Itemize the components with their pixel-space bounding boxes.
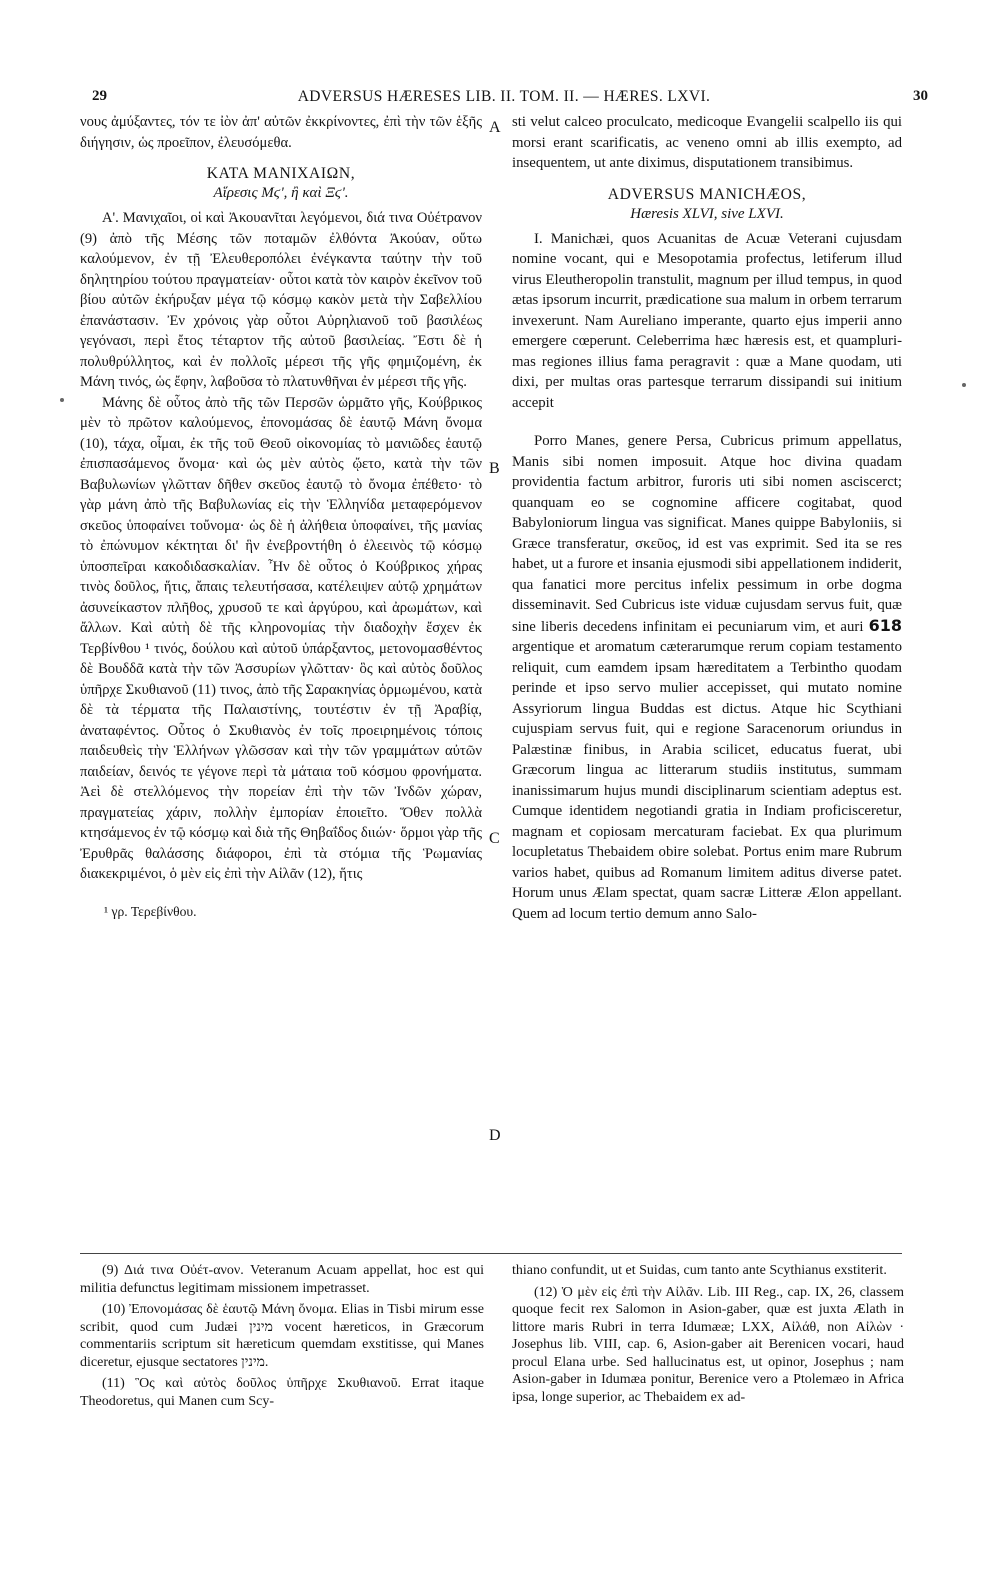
latin-paragraph-2-a: Porro Manes, genere Persa, Cubricus primum appellatus, Manis sibi nomen imposuit. Atque hoc divina quadam providentia factum arbitror, furoris uti sibi nomen asciscerct; quanquam eo se cognomine afficere cogitabat, quod Babyloniorum lingua vas significat. Manes quippe Babyloniis, si Græce transferatur, σκεῦος, id est vas exprimit. Sed ita se res habet, ut a furore et insania ejusmodi sibi appellationem indiderit, qua fanatici more percitus infelix pessimum in orbe dogma disseminavit. Sed Cubricus iste viduæ cujusdam servus fuit, quæ sine liberis decedens infinitam ei pecuniarum vim, et auri [512, 433, 902, 635]
page-number-right: 30 [913, 88, 928, 104]
footnotes-right [512, 1262, 904, 1410]
footnote-10: (10) Ἐπονομάσας δὲ ἑαυτῷ Μάνη ὄνομα. Elias in Tisbi mirum esse scribit, quod cum Judæi מינין vocent hæreticos, in Græcorum commentariis scriptum sit hæreticum quemdam exstitisse, qui Manes diceretur, ejusque sectatores מינין. [80, 1302, 484, 1370]
ink-speck [60, 398, 64, 402]
greek-paragraph-2: Μάνης δὲ οὗτος ἀπὸ τῆς τῶν Περσῶν ὡρμᾶτο γῆς, Κούβρικος μὲν τὸ πρῶτον καλούμενος, ἐπονομάσας δὲ ἑαυτῷ Μάνη ὄνομα (10), τάχα, οἶμαι, ἐκ τῆς τοῦ Θεοῦ οἰκονομίας τὸ μανιῶδες ἑαυτῷ ἐπισπασάμενος ὄνομα· καὶ ὡς μὲν αὐτὸς ᾤετο, κατὰ τὴν τῶν Βαβυλωνίων γλῶτταν δῆθεν σκεῦος ἑαυτῷ τὸ ὄνομα ἐπέθετο· τὸ γὰρ μάνη ἀπὸ τῆς Βαβυλωνίας εἰς τὴν Ἑλληνίδα μεταφερόμενον σκεῦος ὑποφαίνει τοὔνομα· ὡς δὲ ἡ ἀλήθεια ὑποφαίνει, τῆς μανίας τὸ ἐπώνυμον κέκτηται δι' ἣν ἐνεβροντήθη ὁ ἐλεεινὸς τῷ κόσμῳ ὑποσπεῖραι κακοδιδασκαλίαν. Ἦν δὲ οὗτος ὁ Κούβρικος χήρας τινὸς δοῦλος, ἥτις, ἄπαις τελευτήσασα, κατέλειψεν αὐτῷ χρημάτων ἀσυνείκαστον πλῆθος, χρυσοῦ τε καὶ ἀργύρου, καὶ ἀρωμάτων, καὶ ἄλλων. Καὶ αὐτὴ δὲ τῆς κληρονομίας τὴν διαδοχὴν ἔσχεν ἐκ Τερβίνθου ¹ τινός, δούλου καὶ αὐτοῦ ὑπάρξαντος, μετονομασθέντος δὲ Βουδδᾶ κατὰ τὴν τῶν Ἀσσυρίων γλῶτταν· ὃς καὶ αὐτὸς δοῦλος ὑπῆρχε Σκυθιανοῦ (11) τινος, ἀπὸ τῆς Σαρακηνίας ὁρμωμένου, κατὰ δὲ τὰ τέρματα τῆς Παλαιστίνης, τουτέστιν ἐν τῇ Ἀραβίᾳ, ἀναταφέντος. Οὗτος ὁ Σκυθιανὸς ἐν τοῖς προειρημένοις τόποις παιδευθεὶς τὴν Ἑλλήνων γλῶσσαν καὶ τὴν τῶν γραμμάτων αὐτῶν παιδείαν, δεινός τε γέγονε περὶ τὰ μάταια τοῦ κόσμου φρονήματα. Ἀεὶ δὲ στελλόμενος τὴν πορείαν ἐπὶ τὴν τῶν Ἰνδῶν χώραν, πραγματείας χάριν, πολλὴν ἐμπορίαν ἐποιεῖτο. Ὅθεν πολλὰ κτησάμενος ἐν τῷ κόσμῳ καὶ διὰ τῆς Θηβαΐδος διιών· ὅρμοι γὰρ τῆς Ἐρυθρᾶς θαλάσσης διάφοροι, ἐπὶ τὰ στόμια τῆς Ῥωμανίας διακεκριμένοι, ὁ μὲν εἰς ἐπὶ τὴν Αἰλᾶν (12), ἥτις [80, 394, 482, 882]
footnote-9: (9) Διά τινα Οὐέτ-ανον. Veteranum Acuam appellat, hoc est qui militia defunctus legitimam missionem impetrasset. [80, 1263, 484, 1296]
greek-variant-note: ¹ γρ. Τερεβίνθου. [104, 903, 197, 919]
running-title: ADVERSUS HÆRESES LIB. II. TOM. II. — HÆRES. LXVI. [297, 88, 711, 105]
greek-paragraph-1: Α'. Μανιχαῖοι, οἱ καὶ Ἀκουανῖται λεγόμενοι, διά τινα Οὐέτρανον (9) ἀπὸ τῆς Μέσης τῶν ποταμῶν ἐλθόντα Ἀκούαν, οὕτω καλούμενον, ἐν τῇ Ἐλευθεροπόλει ἐνέγκαντα ταύτην τὴν τοῦ δηλητηρίου τούτου πραγματείαν· οὗτοι κατὰ τὸν καιρὸν ἐκεῖνον τοῦ βίου αὐτῶν ἐκήρυξαν μέγα τῷ κόσμῳ κακὸν μετὰ τὴν Σαβελλίου ἐπανάστασιν. Ἐν χρόνοις γὰρ οὗτοι Αὐρηλιανοῦ τοῦ βασιλέως γεγόνασι, περὶ ἔτος τέταρτον τῆς αὐτοῦ βασιλείας. Ἔστι δὲ ἡ πολυθρύλλητος, καὶ ἐν πολλοῖς μέρεσι τῆς γῆς φημιζομένη, ἐκ Μάνη τινός, ὡς ἔφην, λαβοῦσα τὸ πλατυνθῆναι ἐν μέρεσι τῆς γῆς. [80, 210, 482, 390]
latin-column [512, 112, 902, 924]
greek-section-subtitle: Αἵρεσις Μϛ', ἢ καὶ Ξϛ'. [213, 185, 349, 201]
latin-section-subtitle: Hæresis XLVI, sive LXVI. [630, 205, 784, 222]
greek-column [80, 112, 482, 921]
greek-section-title: ΚΑΤΑ ΜΑΝΙΧΑΙΩΝ, [206, 165, 356, 182]
footnote-11: (11) Ὃς καὶ αὐτὸς δοῦλος ὑπῆρχε Σκυθιανοῦ. Errat itaque Theodoretus, qui Manen cum Scy- [80, 1376, 484, 1409]
margin-letter-c: C [489, 830, 500, 847]
latin-paragraph-2 [512, 431, 902, 924]
latin-intro: sti velut calceo proculcato, medicoque Evangelii scalpello iis qui morsi erant scarificatis, ac veneno omni ab illis exempto, ad insequentem, ut ante diximus, disputationem transibimus. [512, 114, 902, 171]
footnote-rule [80, 1253, 902, 1254]
latin-section-title: ADVERSUS MANICHÆOS, [607, 185, 807, 203]
greek-intro: νους ἀμύξαντες, τόν τε ἰὸν ἀπ' αὐτῶν ἐκκρίνοντες, ἐπὶ τὴν τῶν ἑξῆς διήγησιν, ὡς προεῖπον, ἐλευσόμεθα. [80, 114, 482, 151]
ink-speck [962, 383, 966, 387]
footnotes-left [80, 1262, 484, 1414]
footnote-12: (12) Ὁ μὲν εἰς ἐπὶ τὴν Αἰλᾶν. Lib. III Reg., cap. IX, 26, classem quoque fecit rex Salomon in Asion-gaber, quæ est juxta Ælath in littore maris Rubri in terra Idumææ; LXX, Αἰλάθ, non Αἰλὼν · Josephus lib. VIII, cap. 6, Asion-gaber ait Berenicen vocari, haud procul Elana urbe. Sed hallucinatus est, ut opinor, Josephus ; nam Asion-gaber in Idumæa ponitur, Berenice vero a Ptolemæo in Africa ipsa, longe superior, ac Thebaidem ex ad- [512, 1284, 904, 1405]
latin-paragraph-1: I. Manichæi, quos Acuanitas de Acuæ Veterani cujusdam nomine vocant, qui e Mesopotamia profectus, letiferum illud virus Eleutheropolin transtulit, magnum per illud tempus, in quod ætas ipsorum incurrit, prædicatione sua malum in orbem terrarum invexerunt. Nam Aureliano imperante, quarto ejus imperii anno emergere cœperunt. Celeberrima hæc hæresis est, et quamplurimas regiones illius fama peragravit : quæ a Mane quodam, uti dixi, per multas oras partesque terrarum dissipandi sui initium accepit [512, 230, 902, 411]
margin-letter-b: B [489, 460, 500, 477]
latin-paragraph-2-b: argentique et aromatum cæterarumque rerum copiam testamento reliquit, cum eamdem ipsam hæreditatem a Terbintho quodam perinde et ipso servo mulier accepisset, qui mutato nomine Assyriorum lingua Buddas est dictus. Atque hic Scythiani cujuspiam servus fuit, qui e regione Saracenorum oriundus in Palæstinæ finibus, in Arabia scilicet, educatus fuerat, ubi Græcorum lingua ac litterarum studiis institutus, summam inanissimarum hujus mundi disciplinarum scientiam adeptus est. Cumque identidem negotiandi gratia in Indiam proficisceretur, magnam et copiosam mercaturam faciebat. Ex qua plurimum locupletatus Thebaidem obire solebat. Portus enim mare Rubrum varios habet, quibus ad Romanum limitem aditus diverse patet. Horum unus Ælam spectat, quam sacræ Litteræ Ælon appellant. Quem ad locum tertio demum anno Salo- [512, 639, 902, 922]
column-number: 618 [868, 615, 902, 635]
running-header [0, 88, 1008, 110]
margin-letter-d: D [489, 1127, 501, 1144]
margin-letter-a: A [489, 119, 501, 136]
page-number-left: 29 [92, 88, 107, 104]
footnote-11-continued: thiano confundit, ut et Suidas, cum tanto ante Scythianus exstiterit. [512, 1263, 887, 1278]
